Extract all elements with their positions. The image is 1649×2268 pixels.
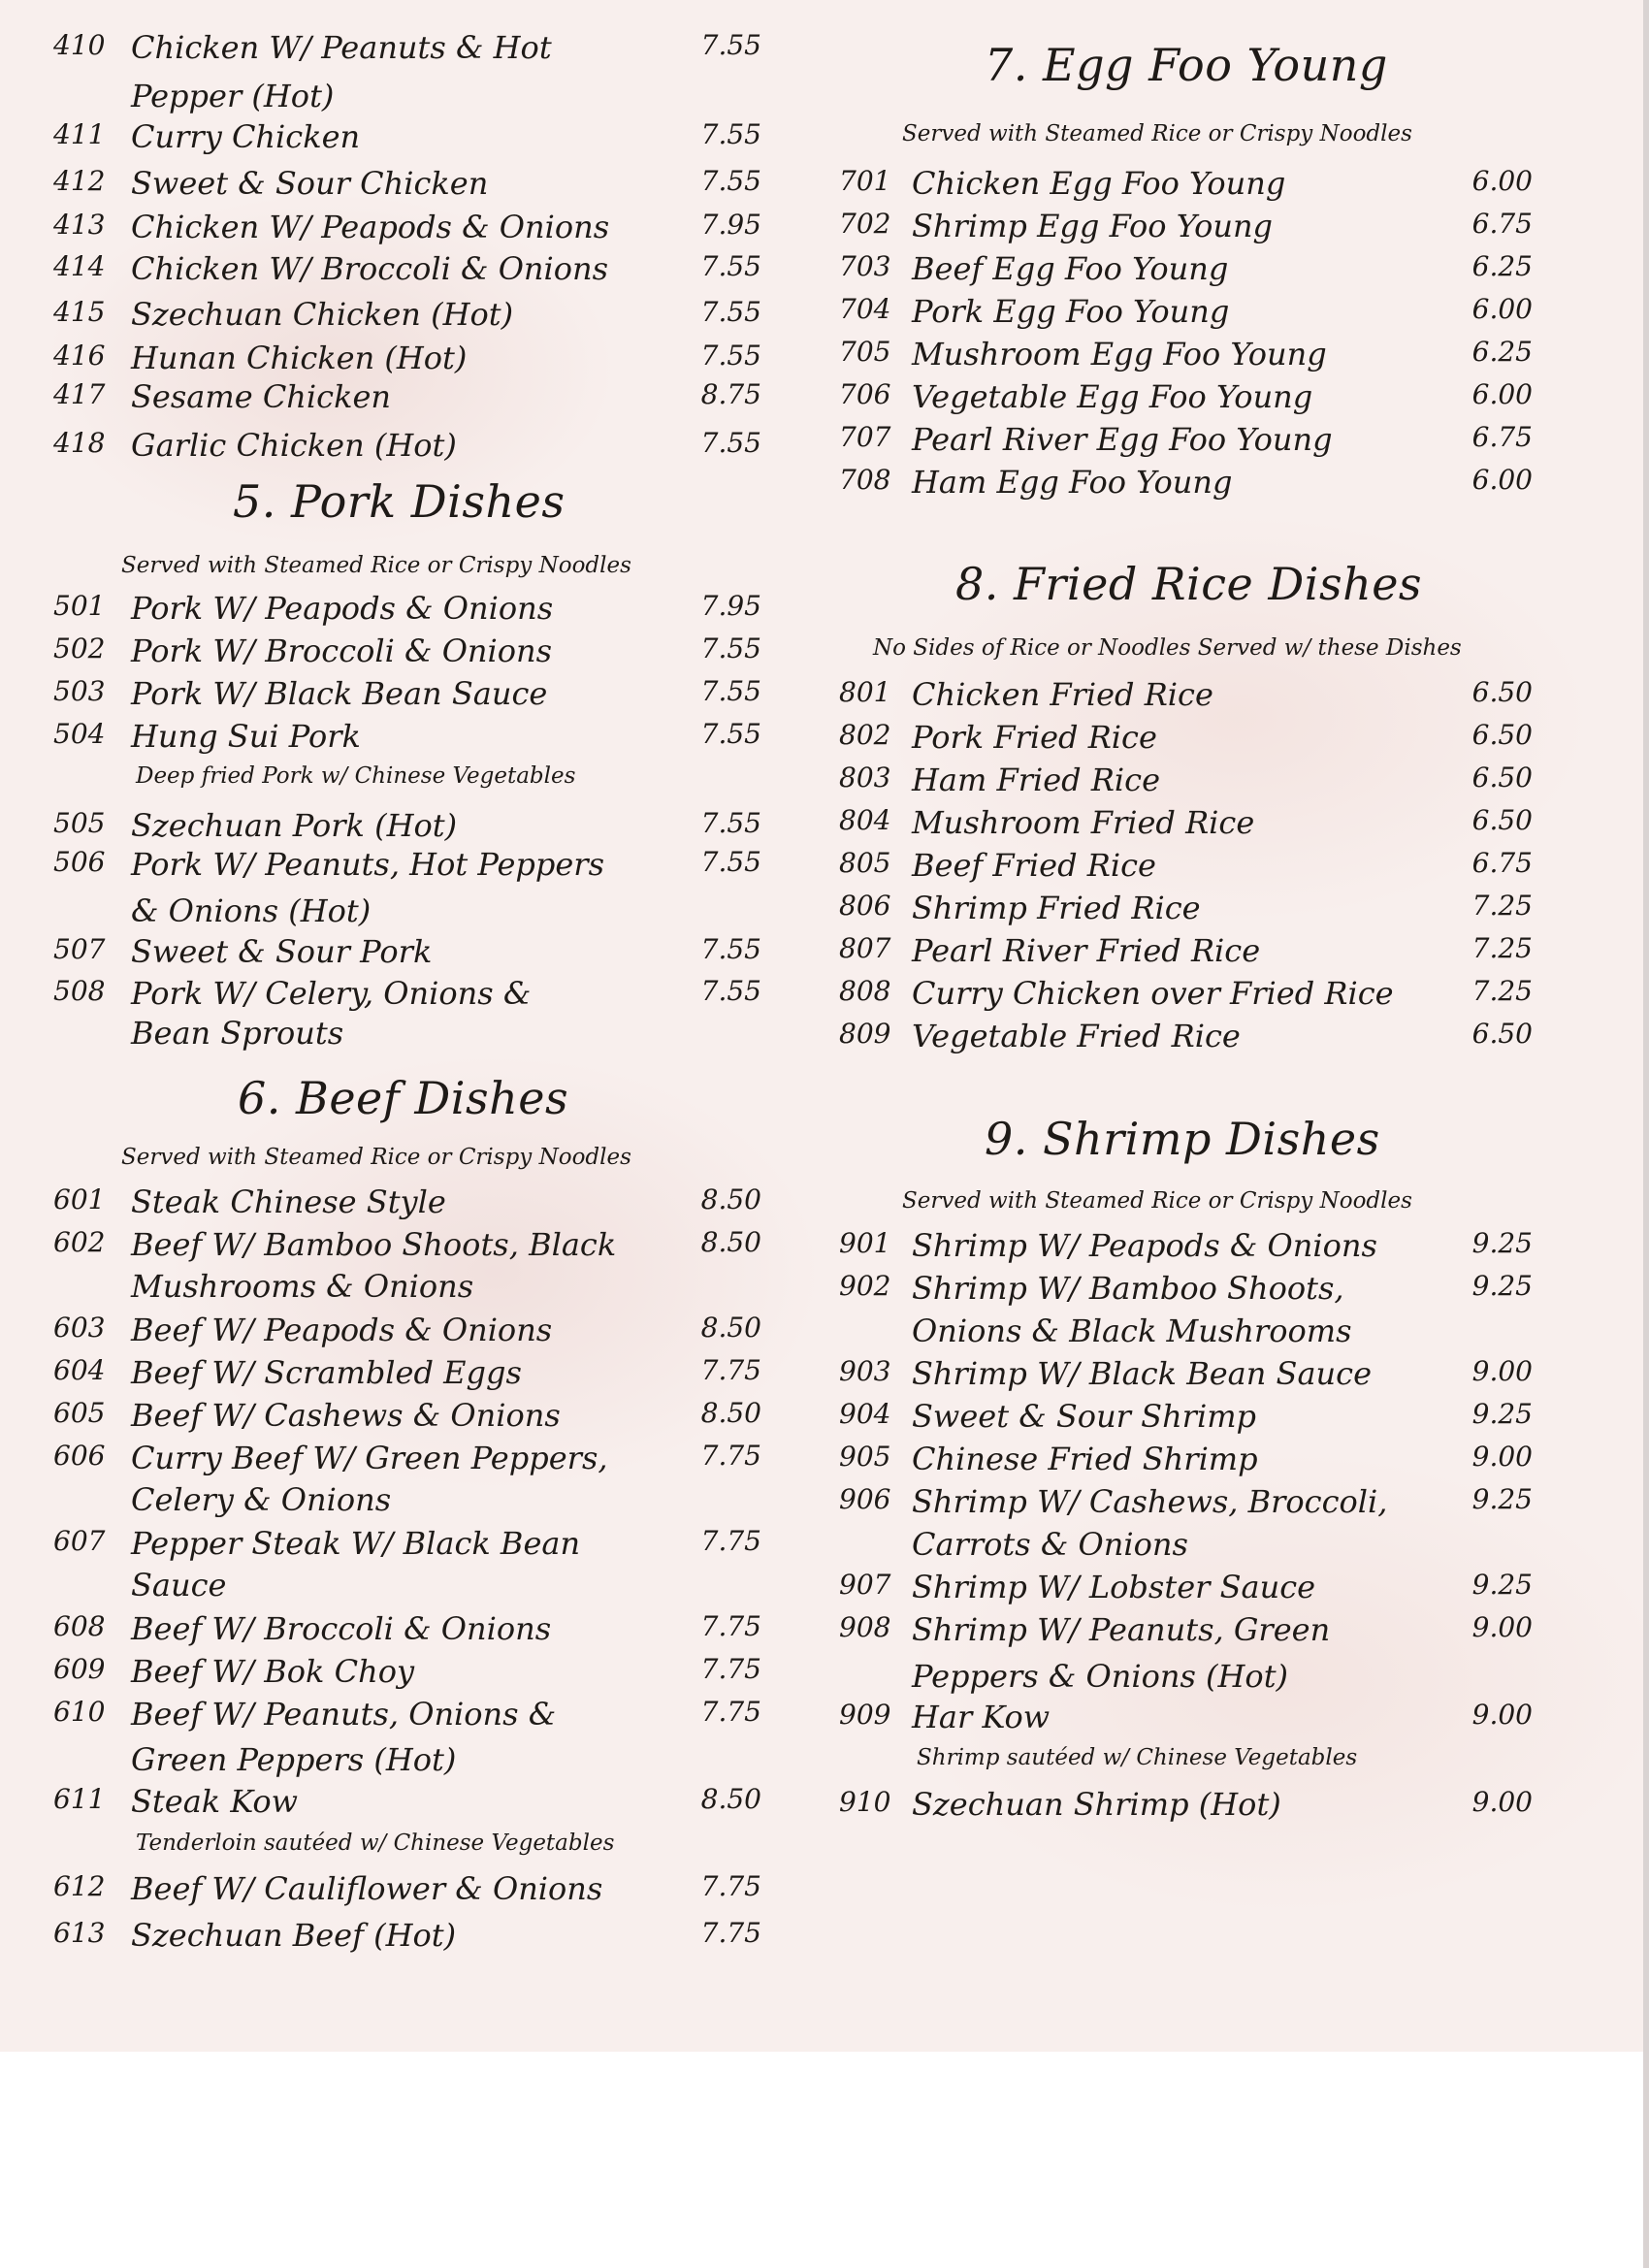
item-name: Beef W/ Peapods & Onions — [131, 1312, 553, 1348]
item-name: Beef W/ Bok Choy — [131, 1653, 415, 1690]
menu-item-901 — [795, 1227, 1649, 1266]
menu-item-413 — [0, 209, 776, 247]
item-name: Vegetable Fried Rice — [912, 1018, 1241, 1054]
item-price: 6.50 — [1471, 676, 1533, 708]
menu-item-416 — [0, 340, 776, 378]
item-price: 6.75 — [1471, 208, 1533, 240]
item-number: 604 — [53, 1354, 106, 1386]
menu-item-907 — [795, 1569, 1649, 1607]
section-note-pork: Served with Steamed Rice or Crispy Noodles — [121, 553, 631, 578]
item-number: 611 — [53, 1783, 106, 1815]
menu-item-904 — [795, 1398, 1649, 1437]
item-price: 7.55 — [700, 165, 761, 197]
menu-item-418 — [0, 427, 776, 466]
menu-item-809 — [795, 1018, 1649, 1056]
item-number: 508 — [53, 975, 106, 1007]
item-name: Har Kow — [912, 1699, 1051, 1735]
menu-item-704 — [795, 293, 1649, 332]
item-name: Ham Fried Rice — [912, 761, 1161, 798]
item-number: 904 — [839, 1398, 891, 1430]
item-number: 903 — [839, 1355, 891, 1387]
item-number: 703 — [839, 250, 891, 282]
item-name: Shrimp W/ Black Bean Sauce — [912, 1355, 1372, 1392]
item-price: 6.50 — [1471, 1018, 1533, 1050]
item-continuation: Pepper (Hot) — [131, 78, 335, 114]
item-name: Pork W/ Black Bean Sauce — [131, 675, 548, 712]
item-number: 803 — [839, 761, 891, 794]
menu-item-605 — [0, 1397, 776, 1436]
menu-item-613 — [0, 1917, 776, 1956]
menu-item-604 — [0, 1354, 776, 1393]
item-number: 802 — [839, 719, 891, 751]
menu-item-902 — [795, 1270, 1649, 1309]
menu-item-601 — [0, 1183, 776, 1222]
section-heading-beef: 6. Beef Dishes — [238, 1072, 569, 1124]
item-name: Szechuan Chicken (Hot) — [131, 296, 514, 333]
item-name: Pepper Steak W/ Black Bean — [131, 1525, 581, 1562]
item-name: Hunan Chicken (Hot) — [131, 340, 468, 376]
item-number: 501 — [53, 590, 106, 622]
menu-item-415 — [0, 296, 776, 335]
item-number: 907 — [839, 1569, 891, 1601]
menu-item-705 — [795, 336, 1649, 374]
item-description: Tenderloin sautéed w/ Chinese Vegetables — [136, 1831, 615, 1856]
menu-item-803 — [795, 761, 1649, 800]
item-price: 8.50 — [700, 1783, 761, 1815]
item-continuation: Mushrooms & Onions — [131, 1268, 474, 1305]
item-name: Beef W/ Bamboo Shoots, Black — [131, 1226, 617, 1263]
menu-item-610 — [0, 1696, 776, 1734]
item-price: 7.25 — [1471, 932, 1533, 964]
item-number: 608 — [53, 1610, 106, 1642]
item-price: 6.75 — [1471, 847, 1533, 879]
item-price: 7.55 — [700, 718, 761, 750]
menu-item-606 — [0, 1440, 776, 1478]
item-number: 602 — [53, 1226, 106, 1258]
item-name: Mushroom Egg Foo Young — [912, 336, 1327, 373]
item-name: Pork W/ Broccoli & Onions — [131, 632, 553, 669]
item-price: 6.50 — [1471, 804, 1533, 836]
menu-item-909 — [795, 1699, 1649, 1737]
section-note-shrimp: Served with Steamed Rice or Crispy Noodles — [902, 1188, 1412, 1214]
item-name: Beef W/ Scrambled Eggs — [131, 1354, 522, 1391]
item-name: Steak Kow — [131, 1783, 299, 1820]
item-name: Pork W/ Peanuts, Hot Peppers — [131, 846, 605, 883]
item-number: 902 — [839, 1270, 891, 1302]
menu-item-906 — [795, 1483, 1649, 1522]
item-price: 9.25 — [1471, 1270, 1533, 1302]
item-number: 607 — [53, 1525, 106, 1557]
menu-item-609 — [0, 1653, 776, 1692]
menu-item-807 — [795, 932, 1649, 971]
menu-item-417 — [0, 378, 776, 417]
item-price: 7.55 — [700, 340, 761, 372]
item-name: Sweet & Sour Pork — [131, 933, 433, 970]
item-price: 6.25 — [1471, 336, 1533, 368]
menu-item-805 — [795, 847, 1649, 886]
menu-item-802 — [795, 719, 1649, 758]
item-price: 8.50 — [700, 1312, 761, 1344]
menu-item-806 — [795, 890, 1649, 928]
item-name: Curry Chicken — [131, 118, 361, 155]
menu-item-804 — [795, 804, 1649, 843]
menu-item-701 — [795, 165, 1649, 204]
item-name: Szechuan Shrimp (Hot) — [912, 1786, 1281, 1823]
item-price: 7.75 — [700, 1525, 761, 1557]
item-number: 612 — [53, 1870, 106, 1902]
item-number: 809 — [839, 1018, 891, 1050]
item-name: Shrimp W/ Peanuts, Green — [912, 1611, 1331, 1648]
item-number: 605 — [53, 1397, 106, 1429]
item-name: Curry Chicken over Fried Rice — [912, 975, 1394, 1012]
item-number: 413 — [53, 209, 106, 241]
item-number: 705 — [839, 336, 891, 368]
item-number: 910 — [839, 1786, 891, 1818]
item-number: 415 — [53, 296, 106, 328]
item-number: 906 — [839, 1483, 891, 1515]
item-name: Pearl River Fried Rice — [912, 932, 1261, 969]
item-continuation: Bean Sprouts — [131, 1015, 344, 1052]
item-number: 701 — [839, 165, 891, 197]
item-price: 7.55 — [700, 975, 761, 1007]
item-price: 7.75 — [700, 1354, 761, 1386]
item-price: 8.50 — [700, 1397, 761, 1429]
section-heading-shrimp: 9. Shrimp Dishes — [985, 1113, 1380, 1165]
item-price: 9.25 — [1471, 1483, 1533, 1515]
section-heading-egg-foo-young: 7. Egg Foo Young — [985, 39, 1388, 91]
item-price: 7.75 — [700, 1610, 761, 1642]
item-price: 6.75 — [1471, 421, 1533, 453]
item-price: 9.00 — [1471, 1699, 1533, 1731]
item-price: 6.00 — [1471, 378, 1533, 410]
item-number: 804 — [839, 804, 891, 836]
menu-item-504 — [0, 718, 776, 757]
item-number: 414 — [53, 250, 106, 282]
menu-item-910 — [795, 1786, 1649, 1825]
menu-item-501 — [0, 590, 776, 629]
item-continuation: Onions & Black Mushrooms — [912, 1312, 1352, 1349]
item-price: 7.55 — [700, 675, 761, 707]
menu-item-905 — [795, 1441, 1649, 1479]
item-continuation: Green Peppers (Hot) — [131, 1741, 457, 1778]
item-name: Garlic Chicken (Hot) — [131, 427, 457, 464]
menu-item-611 — [0, 1783, 776, 1822]
item-number: 610 — [53, 1696, 106, 1728]
item-price: 8.50 — [700, 1226, 761, 1258]
item-name: Beef W/ Broccoli & Onions — [131, 1610, 552, 1647]
item-number: 412 — [53, 165, 106, 197]
item-name: Beef W/ Cauliflower & Onions — [131, 1870, 603, 1907]
item-price: 6.25 — [1471, 250, 1533, 282]
menu-item-410 — [0, 29, 776, 68]
item-name: Mushroom Fried Rice — [912, 804, 1255, 841]
item-price: 7.55 — [700, 632, 761, 664]
item-price: 9.00 — [1471, 1611, 1533, 1643]
item-price: 7.55 — [700, 250, 761, 282]
item-name: Szechuan Pork (Hot) — [131, 807, 458, 844]
item-price: 7.75 — [700, 1870, 761, 1902]
item-price: 7.55 — [700, 296, 761, 328]
item-name: Chinese Fried Shrimp — [912, 1441, 1258, 1477]
item-number: 801 — [839, 676, 891, 708]
item-name: Pearl River Egg Foo Young — [912, 421, 1333, 458]
item-price: 6.00 — [1471, 165, 1533, 197]
item-name: Beef W/ Peanuts, Onions & — [131, 1696, 557, 1733]
section-note-beef: Served with Steamed Rice or Crispy Noodles — [121, 1145, 631, 1170]
item-name: Pork Fried Rice — [912, 719, 1157, 756]
item-continuation: Carrots & Onions — [912, 1526, 1188, 1563]
item-name: Beef Egg Foo Young — [912, 250, 1229, 287]
item-name: Sweet & Sour Shrimp — [912, 1398, 1257, 1435]
item-price: 7.25 — [1471, 890, 1533, 922]
item-name: Curry Beef W/ Green Peppers, — [131, 1440, 608, 1476]
item-price: 6.00 — [1471, 293, 1533, 325]
menu-item-414 — [0, 250, 776, 289]
item-name: Szechuan Beef (Hot) — [131, 1917, 457, 1954]
menu-item-411 — [0, 118, 776, 157]
menu-item-507 — [0, 933, 776, 972]
item-number: 905 — [839, 1441, 891, 1473]
item-price: 7.95 — [700, 590, 761, 622]
item-number: 613 — [53, 1917, 106, 1949]
item-price: 7.95 — [700, 209, 761, 241]
item-price: 7.25 — [1471, 975, 1533, 1007]
menu-item-505 — [0, 807, 776, 846]
item-name: Pork Egg Foo Young — [912, 293, 1230, 330]
item-name: Sweet & Sour Chicken — [131, 165, 489, 202]
menu-item-702 — [795, 208, 1649, 246]
item-number: 909 — [839, 1699, 891, 1731]
item-number: 707 — [839, 421, 891, 453]
item-price: 7.75 — [700, 1696, 761, 1728]
item-price: 7.55 — [700, 118, 761, 150]
menu-item-903 — [795, 1355, 1649, 1394]
item-number: 506 — [53, 846, 106, 878]
section-heading-fried-rice: 8. Fried Rice Dishes — [955, 558, 1423, 610]
menu-item-801 — [795, 676, 1649, 715]
item-number: 410 — [53, 29, 106, 61]
menu-item-508 — [0, 975, 776, 1014]
item-price: 7.55 — [700, 846, 761, 878]
menu-item-608 — [0, 1610, 776, 1649]
item-number: 908 — [839, 1611, 891, 1643]
item-price: 7.75 — [700, 1653, 761, 1685]
item-number: 901 — [839, 1227, 891, 1259]
menu-item-506 — [0, 846, 776, 885]
menu-item-703 — [795, 250, 1649, 289]
item-number: 606 — [53, 1440, 106, 1472]
item-number: 603 — [53, 1312, 106, 1344]
item-price: 8.50 — [700, 1183, 761, 1215]
item-name: Chicken Fried Rice — [912, 676, 1213, 713]
menu-item-602 — [0, 1226, 776, 1265]
item-price: 8.75 — [700, 378, 761, 410]
item-number: 411 — [53, 118, 106, 150]
menu-item-503 — [0, 675, 776, 714]
menu-item-808 — [795, 975, 1649, 1014]
menu-item-908 — [795, 1611, 1649, 1650]
item-number: 502 — [53, 632, 106, 664]
item-price: 9.25 — [1471, 1227, 1533, 1259]
item-name: Steak Chinese Style — [131, 1183, 446, 1220]
item-number: 507 — [53, 933, 106, 965]
item-name: Shrimp Egg Foo Young — [912, 208, 1274, 244]
item-name: Shrimp W/ Cashews, Broccoli, — [912, 1483, 1388, 1520]
item-name: Chicken W/ Peanuts & Hot — [131, 29, 552, 66]
item-number: 805 — [839, 847, 891, 879]
item-number: 706 — [839, 378, 891, 410]
item-name: Pork W/ Celery, Onions & — [131, 975, 532, 1012]
item-number: 417 — [53, 378, 106, 410]
item-name: Shrimp W/ Peapods & Onions — [912, 1227, 1377, 1264]
item-number: 808 — [839, 975, 891, 1007]
menu-item-603 — [0, 1312, 776, 1350]
item-price: 7.55 — [700, 807, 761, 839]
item-price: 7.55 — [700, 29, 761, 61]
item-continuation: Sauce — [131, 1567, 227, 1604]
item-name: Beef W/ Cashews & Onions — [131, 1397, 561, 1434]
section-note-egg-foo-young: Served with Steamed Rice or Crispy Noodles — [902, 121, 1412, 146]
item-price: 9.00 — [1471, 1355, 1533, 1387]
item-price: 7.55 — [700, 933, 761, 965]
menu-item-706 — [795, 378, 1649, 417]
item-number: 609 — [53, 1653, 106, 1685]
item-name: Chicken W/ Peapods & Onions — [131, 209, 610, 245]
item-name: Shrimp Fried Rice — [912, 890, 1201, 926]
item-name: Beef Fried Rice — [912, 847, 1156, 884]
item-number: 416 — [53, 340, 106, 372]
item-price: 7.75 — [700, 1917, 761, 1949]
item-name: Sesame Chicken — [131, 378, 391, 415]
item-number: 505 — [53, 807, 106, 839]
item-continuation: Peppers & Onions (Hot) — [912, 1658, 1289, 1695]
section-heading-pork: 5. Pork Dishes — [233, 475, 566, 528]
item-description: Shrimp sautéed w/ Chinese Vegetables — [917, 1745, 1358, 1770]
item-price: 9.00 — [1471, 1441, 1533, 1473]
item-name: Vegetable Egg Foo Young — [912, 378, 1313, 415]
menu-item-502 — [0, 632, 776, 671]
section-note-fried-rice: No Sides of Rice or Noodles Served w/ these Dishes — [873, 635, 1462, 661]
menu-item-412 — [0, 165, 776, 204]
item-number: 504 — [53, 718, 106, 750]
item-price: 9.25 — [1471, 1398, 1533, 1430]
item-name: Ham Egg Foo Young — [912, 464, 1233, 501]
item-name: Shrimp W/ Lobster Sauce — [912, 1569, 1316, 1605]
item-continuation: Celery & Onions — [131, 1481, 392, 1518]
item-number: 708 — [839, 464, 891, 496]
item-number: 807 — [839, 932, 891, 964]
item-name: Shrimp W/ Bamboo Shoots, — [912, 1270, 1344, 1307]
item-number: 418 — [53, 427, 106, 459]
menu-item-708 — [795, 464, 1649, 502]
menu-item-612 — [0, 1870, 776, 1909]
item-name: Chicken W/ Broccoli & Onions — [131, 250, 609, 287]
item-price: 6.50 — [1471, 719, 1533, 751]
item-continuation: & Onions (Hot) — [131, 892, 372, 929]
item-price: 6.50 — [1471, 761, 1533, 794]
menu-item-607 — [0, 1525, 776, 1564]
item-name: Chicken Egg Foo Young — [912, 165, 1286, 202]
item-price: 6.00 — [1471, 464, 1533, 496]
item-number: 806 — [839, 890, 891, 922]
item-price: 7.55 — [700, 427, 761, 459]
menu-item-707 — [795, 421, 1649, 460]
item-description: Deep fried Pork w/ Chinese Vegetables — [136, 763, 576, 789]
item-number: 704 — [839, 293, 891, 325]
item-price: 9.00 — [1471, 1786, 1533, 1818]
item-name: Pork W/ Peapods & Onions — [131, 590, 554, 627]
item-price: 9.25 — [1471, 1569, 1533, 1601]
item-price: 7.75 — [700, 1440, 761, 1472]
item-name: Hung Sui Pork — [131, 718, 361, 755]
item-number: 601 — [53, 1183, 106, 1215]
item-number: 503 — [53, 675, 106, 707]
item-number: 702 — [839, 208, 891, 240]
